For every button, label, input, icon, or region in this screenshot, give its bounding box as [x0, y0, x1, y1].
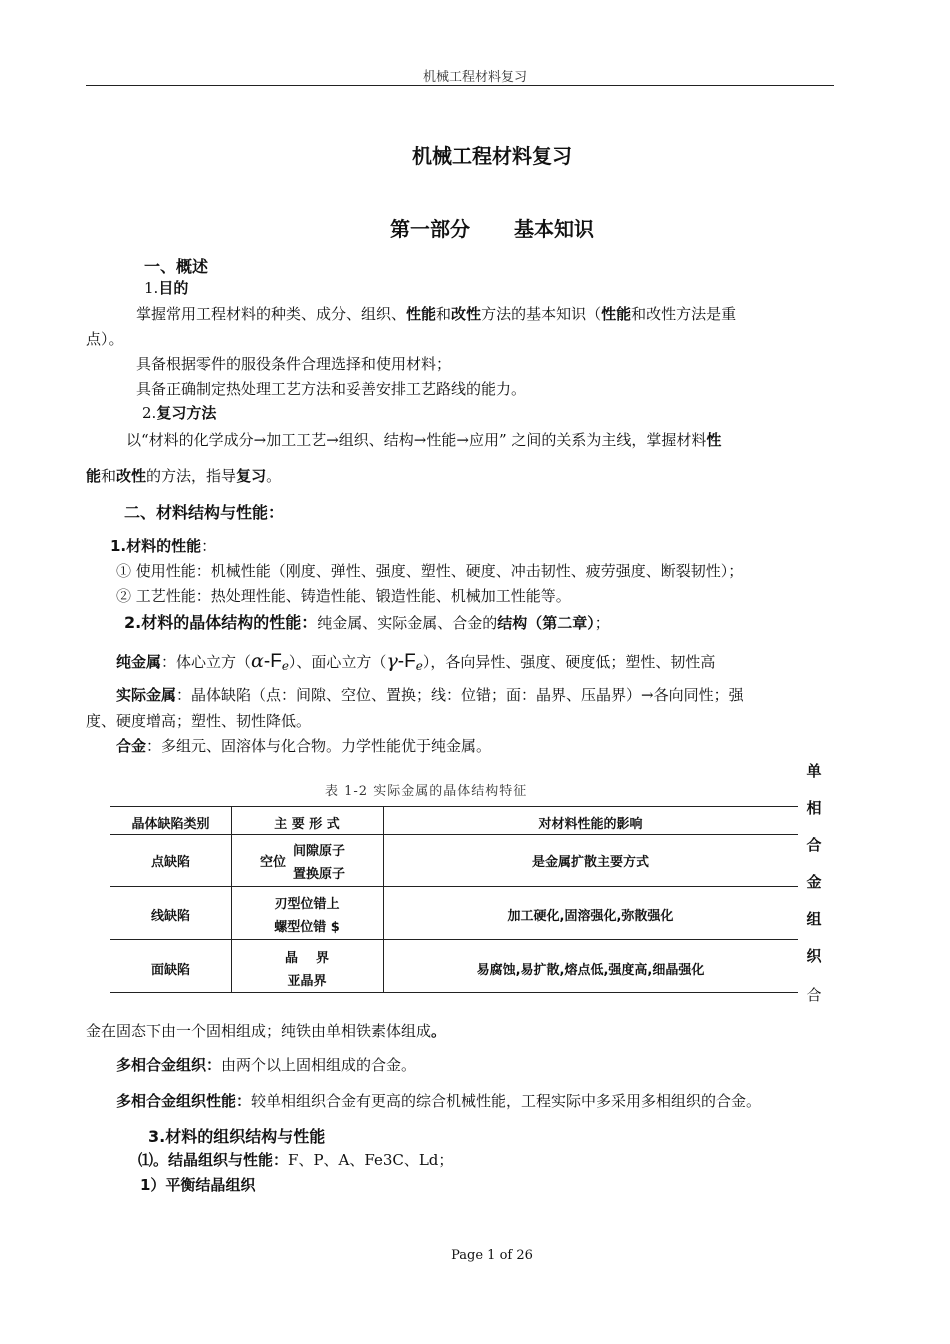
paragraph-single-phase-cont: 金在固态下由一个固相组成；纯铁由单相铁素体组成。 — [86, 1022, 447, 1040]
sub-crystal-structure: 2.材料的晶体结构的性能：纯金属、实际金属、合金的结构（第二章）； — [124, 613, 610, 632]
sub-equilibrium-structure: 1）平衡结晶组织 — [140, 1176, 256, 1194]
table-header-cell: 对材料性能的影响 — [538, 817, 643, 832]
page-number: Page 1 of 26 — [451, 1248, 533, 1263]
table-cell-type: 面缺陷 — [150, 963, 190, 978]
paragraph-purpose-3: 具备正确制定热处理工艺方法和妥善安排工艺路线的能力。 — [136, 380, 527, 398]
sub-review-method: 2.复习方法 — [142, 404, 217, 422]
side-vertical-char: 合 — [806, 836, 822, 854]
table-cell-form: 置换原子 — [293, 867, 346, 882]
table-header-cell: 主 要 形 式 — [274, 817, 340, 832]
part-heading — [0, 213, 950, 242]
paragraph-multiphase-performance: 多相合金组织性能：较单相组织合金有更高的综合机械性能，工程实际中多采用多相组织的合金。 — [116, 1092, 762, 1110]
paragraph-method-line2: 能和改性的方法，指导复习。 — [86, 467, 282, 485]
part-number: 第一部分 — [390, 217, 470, 241]
table-cell-form: 晶 界 — [284, 951, 330, 966]
paragraph-purpose-2: 具备根据零件的服役条件合理选择和使用材料； — [136, 355, 452, 373]
paragraph-method-line1: 以“材料的化学成分→加工工艺→组织、结构→性能→应用” 之间的关系为主线，掌握材料性 — [126, 431, 722, 449]
table-cell-form: 间隙原子 — [293, 844, 346, 859]
sub-material-performance: 1.材料的性能： — [110, 537, 217, 555]
side-vertical-char: 组 — [806, 910, 822, 928]
paragraph-crystallization: ⑴。结晶组织与性能：F、P、A、Fe3C、Ld； — [138, 1151, 454, 1169]
table-cell-form: 亚晶界 — [287, 974, 327, 989]
table-header-cell: 晶体缺陷类别 — [131, 817, 210, 832]
table-bottom-rule — [110, 992, 798, 993]
paragraph-alloy: 合金：多组元、固溶体与化合物。力学性能优于纯金属。 — [116, 737, 492, 755]
table-cell-effect: 易腐蚀,易扩散,熔点低,强度高,细晶强化 — [476, 963, 705, 978]
table-cell-effect: 是金属扩散主要方式 — [531, 855, 649, 870]
paragraph-real-metal-line1: 实际金属：晶体缺陷（点：间隙、空位、置换；线：位错；面：晶界、压晶界）→各向同性；强 — [116, 686, 744, 704]
table-caption: 表 1-2 实际金属的晶体结构特征 — [325, 784, 528, 799]
table-cell-effect: 加工硬化,固溶强化,弥散强化 — [507, 909, 674, 924]
section-overview-heading: 一、概述 — [144, 257, 209, 276]
sub-purpose: 1.目的 — [144, 279, 189, 297]
part-name: 基本知识 — [514, 217, 594, 241]
running-header: 机械工程材料复习 — [422, 70, 527, 85]
table-cell-type: 线缺陷 — [150, 909, 190, 924]
sub-organization-structure: 3.材料的组织结构与性能 — [148, 1127, 326, 1146]
list-item-process-performance: ② 工艺性能：热处理性能、铸造性能、锻造性能、机械加工性能等。 — [116, 587, 571, 605]
document-title: 机械工程材料复习 — [412, 144, 572, 168]
crystal-defect-table — [110, 806, 798, 996]
paragraph-purpose-line2: 点）。 — [86, 330, 124, 348]
table-cell-form: 螺型位错 $ — [274, 920, 340, 935]
section-structure-heading: 二、材料结构与性能： — [124, 503, 285, 522]
side-vertical-char: 织 — [806, 947, 822, 965]
paragraph-multiphase: 多相合金组织：由两个以上固相组成的合金。 — [116, 1056, 417, 1074]
table-cell-type: 点缺陷 — [150, 855, 190, 870]
table-header-rule — [110, 834, 798, 835]
table-row-rule — [110, 886, 798, 887]
side-vertical-char: 金 — [806, 873, 822, 891]
side-vertical-char: 单 — [806, 762, 822, 780]
table-cell-form: 刃型位错上 — [274, 897, 340, 912]
paragraph-pure-metal: 纯金属：体心立方$(\alpha-F_e)$、面心立方$(\gamma-F_e)$，各向异性、强度、硬度低；塑性、韧性高 — [116, 650, 716, 673]
paragraph-purpose-line1: 掌握常用工程材料的种类、成分、组织、性能和改性方法的基本知识（性能和改性方法是重 — [136, 305, 737, 323]
side-vertical-char: 相 — [806, 799, 822, 817]
table-top-rule — [110, 806, 798, 807]
list-item-use-performance: ① 使用性能：机械性能（刚度、弹性、强度、塑性、硬度、冲击韧性、疲劳强度、断裂韧性）； — [116, 562, 744, 580]
table-row-rule — [110, 939, 798, 940]
table-cell-group: 空位 — [260, 855, 287, 870]
paragraph-real-metal-line2: 度、硬度增高；塑性、韧性降低。 — [86, 712, 312, 730]
header-rule — [86, 85, 834, 86]
side-vertical-char: 合 — [806, 986, 822, 1004]
